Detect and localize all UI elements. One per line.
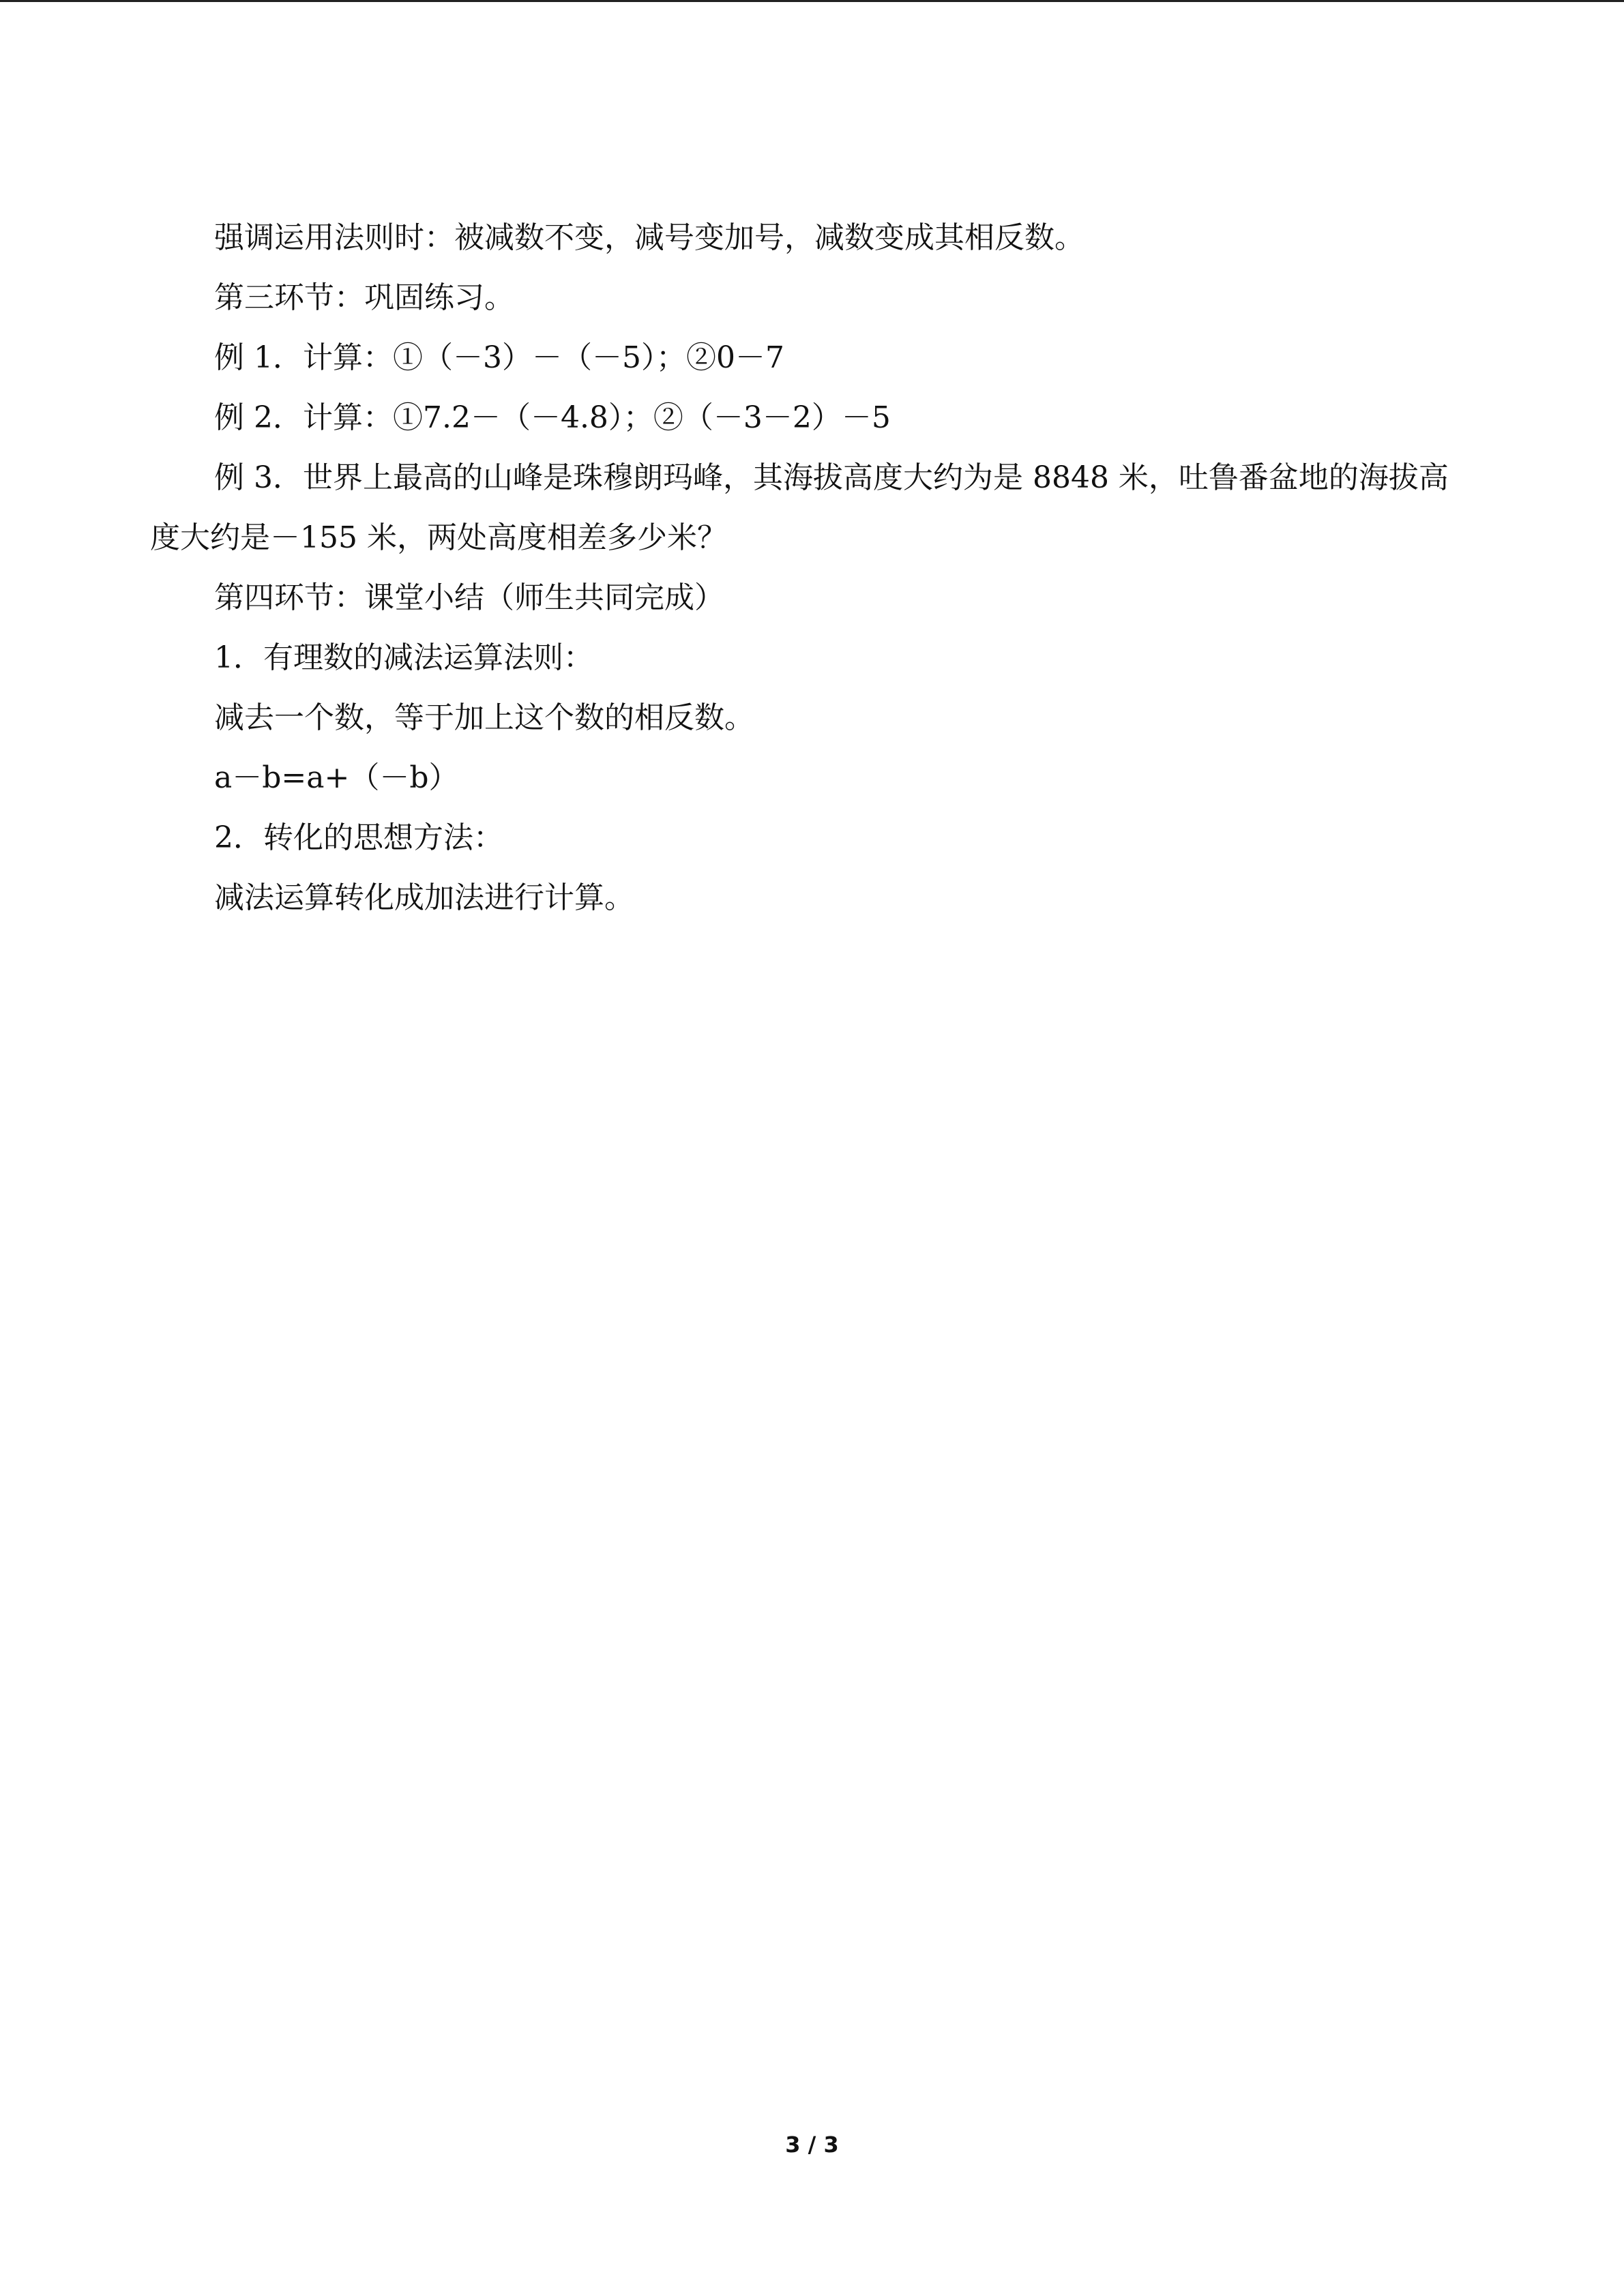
paragraph-example-2: 例 2．计算：①7.2－（－4.8）；②（－3－2）－5 (214, 400, 891, 435)
paragraph-example-1: 例 1．计算：①（－3）－（－5）；②0－7 (214, 340, 784, 375)
paragraph-summary-2-heading: 2．转化的思想方法： (214, 820, 503, 855)
paragraph-section-four-heading: 第四环节：课堂小结（师生共同完成） (214, 580, 724, 615)
paragraph-section-three-heading: 第三环节：巩固练习。 (214, 280, 514, 315)
top-border-line (0, 0, 1624, 2)
page-number: 3 / 3 (785, 2132, 839, 2158)
paragraph-summary-1-heading: 1．有理数的减法运算法则： (214, 640, 593, 675)
document-body (150, 208, 1473, 928)
paragraph-example-3: 例 3．世界上最高的山峰是珠穆朗玛峰，其海拔高度大约为是 8848 米，吐鲁番盆地的海拔高度大约是－155 米，两处高度相差多少米？ (150, 460, 1449, 555)
paragraph-summary-1-formula: a－b=a+（－b） (214, 760, 459, 795)
paragraph-summary-2-text: 减法运算转化成加法进行计算。 (214, 880, 634, 915)
paragraph-rule-emphasis: 强调运用法则时：被减数不变，减号变加号，减数变成其相反数。 (214, 220, 1084, 255)
paragraph-summary-1-rule: 减去一个数，等于加上这个数的相反数。 (214, 700, 754, 735)
